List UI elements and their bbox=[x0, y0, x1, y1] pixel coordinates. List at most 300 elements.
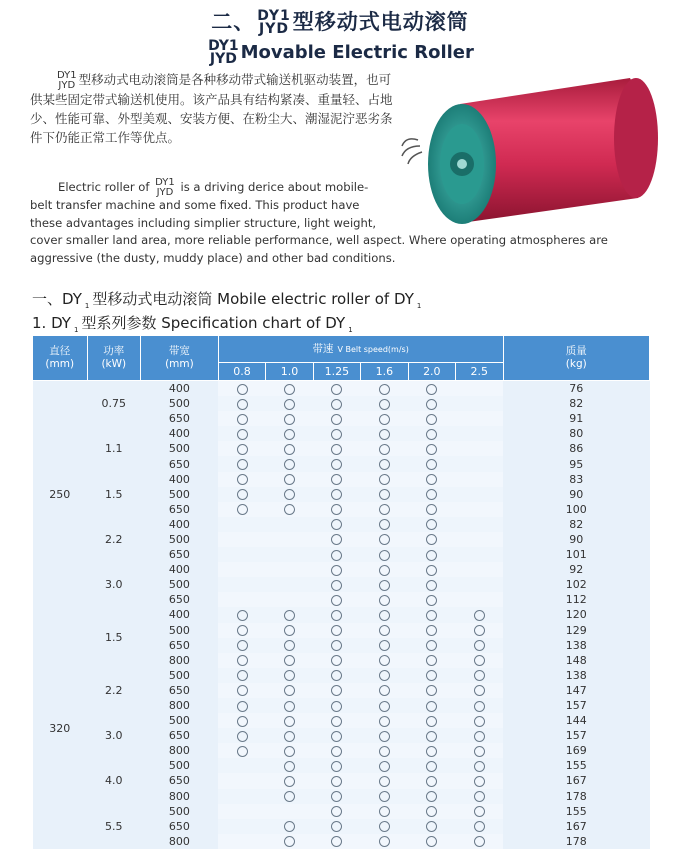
speed-cell bbox=[361, 623, 408, 638]
mass-cell: 155 bbox=[503, 758, 650, 773]
circle-icon bbox=[379, 580, 390, 591]
speed-cell bbox=[456, 713, 503, 728]
circle-icon bbox=[474, 625, 485, 636]
circle-icon bbox=[331, 746, 342, 757]
speed-cell bbox=[408, 381, 455, 397]
circle-icon bbox=[237, 610, 248, 621]
speed-cell bbox=[218, 668, 265, 683]
speed-cell bbox=[408, 683, 455, 698]
speed-cell bbox=[266, 683, 313, 698]
speed-cell bbox=[361, 653, 408, 668]
mass-cell: 167 bbox=[503, 819, 650, 834]
speed-cell bbox=[408, 502, 455, 517]
speed-cell bbox=[456, 683, 503, 698]
speed-cell bbox=[313, 577, 360, 592]
speed-cell bbox=[361, 789, 408, 804]
circle-icon bbox=[426, 595, 437, 606]
speed-cell bbox=[313, 487, 360, 502]
mass-cell: 91 bbox=[503, 411, 650, 426]
mass-cell: 120 bbox=[503, 607, 650, 622]
speed-cell bbox=[361, 577, 408, 592]
speed-cell bbox=[408, 562, 455, 577]
speed-cell bbox=[361, 517, 408, 532]
power-cell: 5.5 bbox=[87, 804, 141, 849]
width-cell: 400 bbox=[141, 426, 219, 441]
circle-icon bbox=[237, 670, 248, 681]
width-cell: 500 bbox=[141, 577, 219, 592]
mass-cell: 92 bbox=[503, 562, 650, 577]
mass-cell: 100 bbox=[503, 502, 650, 517]
speed-cell bbox=[218, 577, 265, 592]
table-row bbox=[33, 758, 650, 773]
mass-cell: 157 bbox=[503, 728, 650, 743]
circle-icon bbox=[379, 459, 390, 470]
circle-icon bbox=[284, 836, 295, 847]
speed-cell bbox=[218, 592, 265, 607]
header-speed: 带速 V Belt speed(m/s) bbox=[218, 336, 503, 363]
circle-icon bbox=[237, 640, 248, 651]
speed-cell bbox=[408, 547, 455, 562]
speed-cell bbox=[456, 804, 503, 819]
circle-icon bbox=[331, 821, 342, 832]
speed-cell bbox=[266, 804, 313, 819]
header-speed-5: 2.5 bbox=[456, 363, 503, 381]
speed-cell bbox=[408, 472, 455, 487]
speed-cell bbox=[218, 426, 265, 441]
speed-cell bbox=[456, 532, 503, 547]
circle-icon bbox=[237, 731, 248, 742]
table-row bbox=[33, 804, 650, 819]
circle-icon bbox=[426, 519, 437, 530]
speed-cell bbox=[456, 789, 503, 804]
width-cell: 500 bbox=[141, 758, 219, 773]
speed-cell bbox=[408, 592, 455, 607]
circle-icon bbox=[284, 716, 295, 727]
width-cell: 800 bbox=[141, 834, 219, 849]
circle-icon bbox=[379, 414, 390, 425]
mass-cell: 82 bbox=[503, 396, 650, 411]
speed-cell bbox=[456, 743, 503, 758]
mass-cell: 147 bbox=[503, 683, 650, 698]
speed-cell bbox=[408, 456, 455, 471]
mass-cell: 138 bbox=[503, 638, 650, 653]
speed-cell bbox=[218, 607, 265, 622]
speed-cell bbox=[313, 441, 360, 456]
circle-icon bbox=[331, 776, 342, 787]
mass-cell: 112 bbox=[503, 592, 650, 607]
speed-cell bbox=[313, 728, 360, 743]
speed-cell bbox=[313, 532, 360, 547]
width-cell: 650 bbox=[141, 773, 219, 788]
circle-icon bbox=[379, 761, 390, 772]
speed-cell bbox=[218, 472, 265, 487]
circle-icon bbox=[284, 625, 295, 636]
speed-cell bbox=[456, 758, 503, 773]
circle-icon bbox=[379, 610, 390, 621]
speed-cell bbox=[408, 532, 455, 547]
speed-cell bbox=[266, 487, 313, 502]
circle-icon bbox=[379, 806, 390, 817]
circle-icon bbox=[474, 776, 485, 787]
power-cell: 2.2 bbox=[87, 668, 141, 713]
circle-icon bbox=[237, 399, 248, 410]
circle-icon bbox=[331, 414, 342, 425]
speed-cell bbox=[408, 728, 455, 743]
speed-cell bbox=[266, 441, 313, 456]
circle-icon bbox=[426, 761, 437, 772]
width-cell: 500 bbox=[141, 487, 219, 502]
circle-icon bbox=[426, 459, 437, 470]
width-cell: 650 bbox=[141, 592, 219, 607]
circle-icon bbox=[331, 731, 342, 742]
circle-icon bbox=[426, 489, 437, 500]
speed-cell bbox=[218, 683, 265, 698]
speed-cell bbox=[266, 728, 313, 743]
circle-icon bbox=[331, 595, 342, 606]
width-cell: 500 bbox=[141, 713, 219, 728]
speed-cell bbox=[218, 487, 265, 502]
mass-cell: 80 bbox=[503, 426, 650, 441]
circle-icon bbox=[426, 670, 437, 681]
speed-cell bbox=[408, 758, 455, 773]
circle-icon bbox=[474, 655, 485, 666]
speed-cell bbox=[361, 683, 408, 698]
speed-cell bbox=[361, 728, 408, 743]
speed-cell bbox=[456, 834, 503, 849]
speed-cell bbox=[266, 668, 313, 683]
speed-cell bbox=[266, 623, 313, 638]
circle-icon bbox=[474, 716, 485, 727]
circle-icon bbox=[331, 489, 342, 500]
speed-cell bbox=[313, 607, 360, 622]
width-cell: 500 bbox=[141, 396, 219, 411]
circle-icon bbox=[379, 519, 390, 530]
speed-cell bbox=[313, 683, 360, 698]
width-cell: 800 bbox=[141, 653, 219, 668]
circle-icon bbox=[379, 791, 390, 802]
mass-cell: 138 bbox=[503, 668, 650, 683]
speed-cell bbox=[456, 668, 503, 683]
speed-cell bbox=[266, 502, 313, 517]
model-stack-en: DY1 JYD bbox=[208, 38, 239, 67]
speed-cell bbox=[361, 668, 408, 683]
circle-icon bbox=[426, 791, 437, 802]
speed-cell bbox=[456, 623, 503, 638]
speed-cell bbox=[313, 411, 360, 426]
width-cell: 650 bbox=[141, 547, 219, 562]
power-cell: 3.0 bbox=[87, 562, 141, 607]
circle-icon bbox=[284, 489, 295, 500]
circle-icon bbox=[237, 746, 248, 757]
speed-cell bbox=[218, 834, 265, 849]
speed-cell bbox=[456, 456, 503, 471]
speed-cell bbox=[408, 834, 455, 849]
circle-icon bbox=[331, 399, 342, 410]
speed-cell bbox=[266, 758, 313, 773]
speed-cell bbox=[266, 532, 313, 547]
circle-icon bbox=[331, 791, 342, 802]
circle-icon bbox=[426, 716, 437, 727]
title-en-text: Movable Electric Roller bbox=[240, 41, 474, 63]
speed-cell bbox=[218, 698, 265, 713]
circle-icon bbox=[474, 791, 485, 802]
speed-cell bbox=[408, 668, 455, 683]
speed-cell bbox=[266, 819, 313, 834]
circle-icon bbox=[237, 474, 248, 485]
speed-cell bbox=[266, 653, 313, 668]
speed-cell bbox=[266, 547, 313, 562]
speed-cell bbox=[408, 743, 455, 758]
circle-icon bbox=[426, 565, 437, 576]
circle-icon bbox=[379, 474, 390, 485]
circle-icon bbox=[426, 655, 437, 666]
speed-cell bbox=[361, 426, 408, 441]
circle-icon bbox=[284, 414, 295, 425]
speed-cell bbox=[313, 789, 360, 804]
circle-icon bbox=[379, 384, 390, 395]
circle-icon bbox=[379, 701, 390, 712]
width-cell: 650 bbox=[141, 456, 219, 471]
circle-icon bbox=[379, 746, 390, 757]
mass-cell: 144 bbox=[503, 713, 650, 728]
speed-cell bbox=[313, 502, 360, 517]
speed-cell bbox=[218, 789, 265, 804]
speed-cell bbox=[313, 653, 360, 668]
speed-cell bbox=[266, 472, 313, 487]
circle-icon bbox=[237, 489, 248, 500]
circle-icon bbox=[379, 399, 390, 410]
circle-icon bbox=[426, 640, 437, 651]
circle-icon bbox=[379, 685, 390, 696]
circle-icon bbox=[284, 384, 295, 395]
speed-cell bbox=[218, 381, 265, 397]
width-cell: 500 bbox=[141, 668, 219, 683]
table-row bbox=[33, 562, 650, 577]
circle-icon bbox=[379, 836, 390, 847]
speed-cell bbox=[218, 441, 265, 456]
speed-cell bbox=[313, 456, 360, 471]
speed-cell bbox=[456, 592, 503, 607]
speed-cell bbox=[361, 411, 408, 426]
circle-icon bbox=[284, 640, 295, 651]
circle-icon bbox=[284, 444, 295, 455]
width-cell: 650 bbox=[141, 683, 219, 698]
header-mass: 质量 (kg) bbox=[503, 336, 650, 381]
circle-icon bbox=[474, 685, 485, 696]
mass-cell: 76 bbox=[503, 381, 650, 397]
circle-icon bbox=[331, 550, 342, 561]
width-cell: 650 bbox=[141, 819, 219, 834]
circle-icon bbox=[331, 610, 342, 621]
circle-icon bbox=[331, 625, 342, 636]
speed-cell bbox=[266, 743, 313, 758]
speed-cell bbox=[408, 487, 455, 502]
speed-cell bbox=[313, 819, 360, 834]
circle-icon bbox=[237, 701, 248, 712]
speed-cell bbox=[408, 623, 455, 638]
circle-icon bbox=[379, 550, 390, 561]
speed-cell bbox=[456, 773, 503, 788]
circle-icon bbox=[284, 670, 295, 681]
title-suffix: 型移动式电动滚筒 bbox=[292, 10, 469, 34]
circle-icon bbox=[379, 640, 390, 651]
speed-cell bbox=[218, 411, 265, 426]
circle-icon bbox=[379, 670, 390, 681]
circle-icon bbox=[331, 459, 342, 470]
circle-icon bbox=[284, 474, 295, 485]
speed-cell bbox=[313, 713, 360, 728]
circle-icon bbox=[379, 821, 390, 832]
circle-icon bbox=[426, 504, 437, 515]
circle-icon bbox=[379, 655, 390, 666]
mass-cell: 90 bbox=[503, 532, 650, 547]
speed-cell bbox=[218, 456, 265, 471]
header-speed-1: 1.0 bbox=[266, 363, 313, 381]
power-cell: 2.2 bbox=[87, 517, 141, 562]
circle-icon bbox=[237, 414, 248, 425]
speed-cell bbox=[361, 441, 408, 456]
speed-cell bbox=[456, 562, 503, 577]
circle-icon bbox=[426, 625, 437, 636]
speed-cell bbox=[266, 396, 313, 411]
speed-cell bbox=[456, 517, 503, 532]
circle-icon bbox=[331, 670, 342, 681]
circle-icon bbox=[379, 716, 390, 727]
header-width: 带宽 (mm) bbox=[141, 336, 219, 381]
speed-cell bbox=[218, 638, 265, 653]
circle-icon bbox=[474, 701, 485, 712]
width-cell: 800 bbox=[141, 698, 219, 713]
speed-cell bbox=[456, 728, 503, 743]
diameter-cell: 250 bbox=[33, 381, 88, 608]
speed-cell bbox=[218, 517, 265, 532]
speed-cell bbox=[361, 592, 408, 607]
header-speed-0: 0.8 bbox=[218, 363, 265, 381]
circle-icon bbox=[331, 444, 342, 455]
circle-icon bbox=[331, 836, 342, 847]
speed-cell bbox=[313, 668, 360, 683]
speed-cell bbox=[456, 698, 503, 713]
mass-cell: 157 bbox=[503, 698, 650, 713]
mass-cell: 178 bbox=[503, 834, 650, 849]
mass-cell: 178 bbox=[503, 789, 650, 804]
circle-icon bbox=[474, 761, 485, 772]
speed-cell bbox=[408, 396, 455, 411]
speed-cell bbox=[456, 381, 503, 397]
circle-icon bbox=[284, 746, 295, 757]
circle-icon bbox=[331, 474, 342, 485]
speed-cell bbox=[266, 517, 313, 532]
circle-icon bbox=[331, 701, 342, 712]
speed-cell bbox=[313, 804, 360, 819]
speed-cell bbox=[361, 472, 408, 487]
speed-cell bbox=[266, 456, 313, 471]
circle-icon bbox=[331, 640, 342, 651]
speed-cell bbox=[313, 517, 360, 532]
circle-icon bbox=[237, 716, 248, 727]
width-cell: 500 bbox=[141, 623, 219, 638]
circle-icon bbox=[284, 459, 295, 470]
speed-cell bbox=[313, 834, 360, 849]
circle-icon bbox=[379, 444, 390, 455]
circle-icon bbox=[426, 474, 437, 485]
mass-cell: 155 bbox=[503, 804, 650, 819]
electric-roller-image bbox=[398, 70, 668, 230]
speed-cell bbox=[313, 547, 360, 562]
circle-icon bbox=[474, 821, 485, 832]
circle-icon bbox=[284, 731, 295, 742]
width-cell: 800 bbox=[141, 789, 219, 804]
speed-cell bbox=[218, 532, 265, 547]
speed-cell bbox=[313, 638, 360, 653]
speed-cell bbox=[361, 713, 408, 728]
circle-icon bbox=[426, 429, 437, 440]
speed-cell bbox=[313, 773, 360, 788]
circle-icon bbox=[284, 685, 295, 696]
speed-cell bbox=[313, 562, 360, 577]
circle-icon bbox=[426, 399, 437, 410]
speed-cell bbox=[218, 623, 265, 638]
speed-cell bbox=[408, 804, 455, 819]
circle-icon bbox=[284, 776, 295, 787]
speed-cell bbox=[408, 638, 455, 653]
speed-cell bbox=[361, 758, 408, 773]
mass-cell: 95 bbox=[503, 456, 650, 471]
speed-cell bbox=[313, 698, 360, 713]
width-cell: 400 bbox=[141, 562, 219, 577]
circle-icon bbox=[426, 685, 437, 696]
circle-icon bbox=[379, 625, 390, 636]
mass-cell: 82 bbox=[503, 517, 650, 532]
circle-icon bbox=[331, 429, 342, 440]
speed-cell bbox=[266, 834, 313, 849]
speed-cell bbox=[408, 577, 455, 592]
circle-icon bbox=[426, 746, 437, 757]
page-title-zh bbox=[0, 6, 680, 36]
circle-icon bbox=[379, 595, 390, 606]
speed-cell bbox=[266, 607, 313, 622]
speed-cell bbox=[218, 653, 265, 668]
speed-cell bbox=[408, 517, 455, 532]
speed-cell bbox=[313, 743, 360, 758]
width-cell: 800 bbox=[141, 743, 219, 758]
circle-icon bbox=[379, 565, 390, 576]
speed-cell bbox=[361, 834, 408, 849]
circle-icon bbox=[331, 806, 342, 817]
speed-cell bbox=[266, 381, 313, 397]
power-cell: 1.5 bbox=[87, 472, 141, 517]
speed-cell bbox=[266, 592, 313, 607]
circle-icon bbox=[237, 459, 248, 470]
circle-icon bbox=[379, 776, 390, 787]
speed-cell bbox=[218, 713, 265, 728]
speed-cell bbox=[361, 381, 408, 397]
width-cell: 400 bbox=[141, 381, 219, 397]
power-cell: 1.5 bbox=[87, 607, 141, 667]
circle-icon bbox=[284, 821, 295, 832]
speed-cell bbox=[313, 396, 360, 411]
speed-cell bbox=[266, 713, 313, 728]
speed-cell bbox=[361, 638, 408, 653]
mass-cell: 83 bbox=[503, 472, 650, 487]
width-cell: 500 bbox=[141, 441, 219, 456]
mass-cell: 167 bbox=[503, 773, 650, 788]
width-cell: 400 bbox=[141, 517, 219, 532]
header-diameter: 直径 (mm) bbox=[33, 336, 88, 381]
speed-cell bbox=[266, 698, 313, 713]
header-speed-4: 2.0 bbox=[408, 363, 455, 381]
speed-cell bbox=[218, 547, 265, 562]
